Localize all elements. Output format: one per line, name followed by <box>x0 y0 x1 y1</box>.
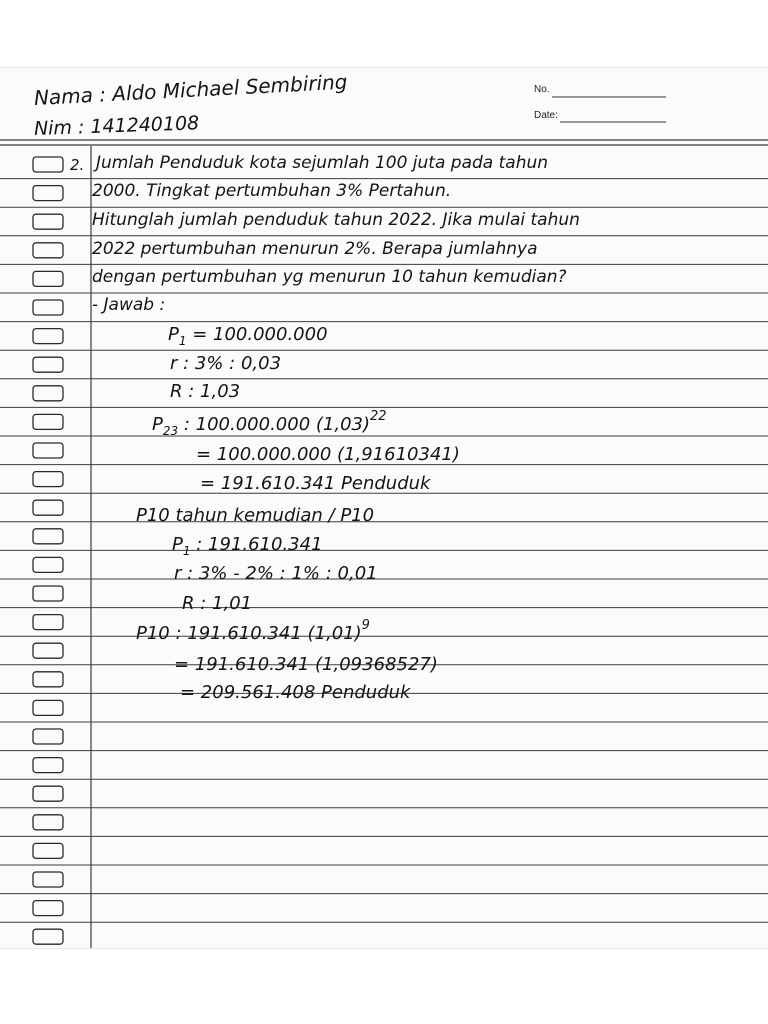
problem-line: dengan pertumbuhan yg menurun 10 tahun kemudian? <box>92 267 567 287</box>
checkbox-icon <box>33 672 63 687</box>
p1-symbol: P <box>168 324 179 345</box>
p23-subscript: 23 <box>162 424 179 438</box>
checkbox-icon <box>33 443 63 458</box>
p10-line <box>136 618 370 644</box>
checkbox-icon <box>33 700 63 715</box>
p23-exponent: 22 <box>370 409 387 424</box>
checkbox-icon <box>33 815 63 830</box>
problem-number: 2. <box>70 156 85 174</box>
r-line: r : 3% : 0,03 <box>170 353 282 374</box>
p23-symbol: P <box>152 414 163 435</box>
checkbox-icon <box>33 758 63 773</box>
checkbox-icon <box>33 386 63 401</box>
nim-line: Nim : 141240108 <box>33 112 200 140</box>
checkbox-icon <box>33 615 63 630</box>
date-label: Date: <box>534 110 558 121</box>
p1b-value: : 191.610.341 <box>190 534 323 555</box>
checkbox-icon <box>33 557 63 572</box>
p1-line <box>168 324 328 348</box>
checkbox-icon <box>33 414 63 429</box>
checkbox-icon <box>33 901 63 916</box>
checkbox-icon <box>33 786 63 801</box>
checkbox-icon <box>33 872 63 887</box>
r2-line: r : 3% - 2% : 1% : 0,01 <box>174 563 378 584</box>
checkbox-icon <box>33 529 63 544</box>
p1-subscript: 1 <box>178 334 187 348</box>
step4-line: = 191.610.341 (1,09368527) <box>174 654 438 675</box>
p10-value: P10 : 191.610.341 (1,01) <box>136 623 362 644</box>
problem-line: 2022 pertumbuhan menurun 2%. Berapa jumlahnya <box>92 239 538 259</box>
answer-label: - Jawab : <box>92 295 166 315</box>
checkbox-icon <box>33 843 63 858</box>
checkbox-icon <box>33 729 63 744</box>
paper-sheet <box>0 68 768 948</box>
checkbox-icon <box>33 329 63 344</box>
checkbox-icon <box>33 243 63 258</box>
p23-value: : 100.000.000 (1,03) <box>178 414 371 435</box>
step3-line: = 191.610.341 Penduduk <box>200 473 431 494</box>
checkbox-icon <box>33 271 63 286</box>
p1-value: = 100.000.000 <box>186 324 328 345</box>
p23-line <box>152 409 387 438</box>
p1b-line <box>172 534 323 558</box>
checkbox-icon <box>33 186 63 201</box>
checkbox-icon <box>33 300 63 315</box>
R-line: R : 1,03 <box>170 381 241 402</box>
part2-title: P10 tahun kemudian / P10 <box>136 505 375 526</box>
p1b-symbol: P <box>172 534 183 555</box>
p10-exponent: 9 <box>361 618 370 633</box>
checkbox-icon <box>33 472 63 487</box>
checkbox-icon <box>33 357 63 372</box>
problem-line: 2000. Tingkat pertumbuhan 3% Pertahun. <box>92 181 452 201</box>
problem-line: Jumlah Penduduk kota sejumlah 100 juta pada tahun <box>96 153 549 173</box>
checkbox-icon <box>33 643 63 658</box>
checkbox-icon <box>33 929 63 944</box>
checkbox-icon <box>33 586 63 601</box>
checkbox-icon <box>33 500 63 515</box>
problem-line: Hitunglah jumlah penduduk tahun 2022. Jika mulai tahun <box>92 210 580 230</box>
no-label: No. <box>534 84 550 95</box>
name-line: Nama : Aldo Michael Sembiring <box>33 69 348 110</box>
checkbox-icon <box>33 214 63 229</box>
R2-line: R : 1,01 <box>182 593 253 614</box>
step2-line: = 100.000.000 (1,91610341) <box>196 444 460 465</box>
step5-line: = 209.561.408 Penduduk <box>180 682 411 703</box>
checkbox-icon <box>33 157 63 172</box>
p1b-subscript: 1 <box>182 544 191 558</box>
